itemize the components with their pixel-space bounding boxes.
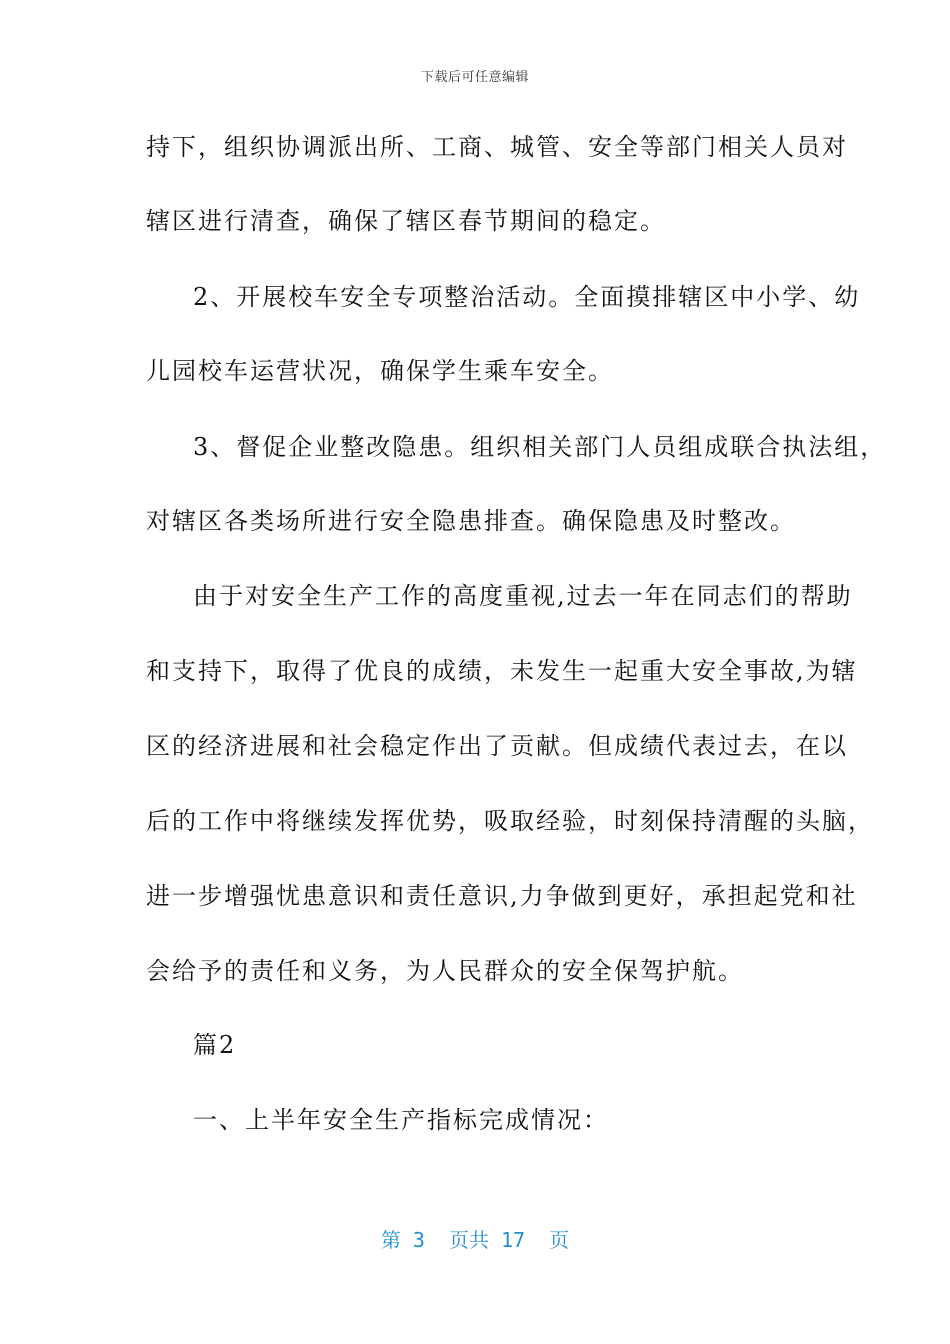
page-indicator: 第 3 页共 17 页 (380, 1228, 570, 1252)
header-note: 下载后可任意编辑 (420, 70, 529, 85)
body-line: 进一步增强忧患意识和责任意识,力争做到更好，承担起党和社 (146, 882, 858, 910)
body-line: 后的工作中将继续发挥优势，吸取经验，时刻保持清醒的头脑， (146, 807, 874, 835)
body-line: 3、督促企业整改隐患。组织相关部门人员组成联合执法组， (193, 433, 887, 461)
subsection-heading: 一、上半年安全生产指标完成情况： (193, 1106, 609, 1134)
body-line: 区的经济进展和社会稳定作出了贡献。但成绩代表过去，在以 (146, 732, 848, 760)
section-heading: 篇2 (193, 1031, 237, 1059)
body-line: 2、开展校车安全专项整治活动。全面摸排辖区中小学、幼 (193, 283, 861, 311)
body-line: 由于对安全生产工作的高度重视,过去一年在同志们的帮助 (193, 582, 853, 610)
body-line: 儿园校车运营状况，确保学生乘车安全。 (146, 357, 614, 385)
body-line: 辖区进行清查，确保了辖区春节期间的稳定。 (146, 207, 666, 235)
body-line: 和支持下，取得了优良的成绩，未发生一起重大安全事故,为辖 (146, 657, 858, 685)
body-line: 会给予的责任和义务，为人民群众的安全保驾护航。 (146, 957, 744, 985)
body-line: 持下，组织协调派出所、工商、城管、安全等部门相关人员对 (146, 133, 848, 161)
body-line: 对辖区各类场所进行安全隐患排查。确保隐患及时整改。 (146, 507, 796, 535)
